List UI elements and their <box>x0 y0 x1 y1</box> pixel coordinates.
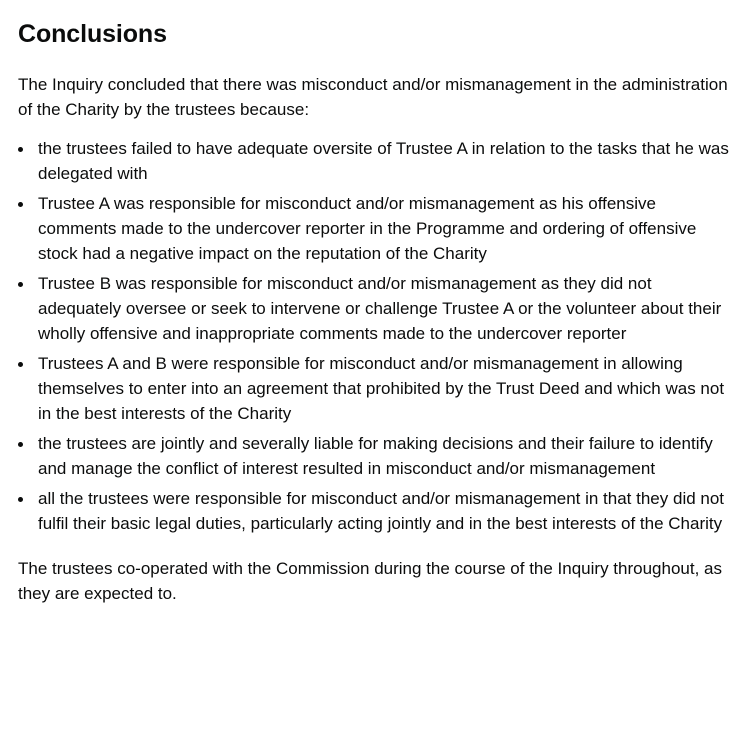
section-heading: Conclusions <box>18 20 167 48</box>
bullet-icon <box>18 282 23 287</box>
findings-list <box>18 136 738 536</box>
bullet-icon <box>18 202 23 207</box>
finding-item <box>18 431 738 481</box>
bullet-icon <box>18 147 23 152</box>
finding-text: the trustees failed to have adequate oversite of Trustee A in relation to the tasks that he was delegated with <box>38 139 729 183</box>
closing-paragraph: The trustees co-operated with the Commission during the course of the Inquiry throughout, as they are expected to. <box>18 559 722 603</box>
finding-text: Trustees A and B were responsible for misconduct and/or mismanagement in allowing themselves to enter into an agreement that prohibited by the Trust Deed and which was not in the best interests of the Charity <box>38 354 725 423</box>
finding-item <box>18 191 738 266</box>
bullet-icon <box>18 497 23 502</box>
finding-text: the trustees are jointly and severally liable for making decisions and their failure to identify and manage the conflict of interest resulted in misconduct and/or mismanagement <box>38 434 713 478</box>
intro-paragraph: The Inquiry concluded that there was misconduct and/or mismanagement in the administration of the Charity by the trustees because: <box>18 75 728 119</box>
bullet-icon <box>18 362 23 367</box>
finding-text: Trustee A was responsible for misconduct and/or mismanagement as his offensive comments made to the undercover reporter in the Programme and ordering of offensive stock had a negative impact on the reputation of the Charity <box>38 194 697 263</box>
finding-item <box>18 351 738 426</box>
finding-item <box>18 271 738 346</box>
finding-item <box>18 486 738 536</box>
finding-item <box>18 136 738 186</box>
finding-text: Trustee B was responsible for misconduct and/or mismanagement as they did not adequately oversee or seek to intervene or challenge Trustee A or the volunteer about their wholly offensive and inappropriate comments made to the undercover reporter <box>38 274 722 343</box>
finding-text: all the trustees were responsible for misconduct and/or mismanagement in that they did not fulfil their basic legal duties, particularly acting jointly and in the best interests of the Charity <box>38 489 725 533</box>
bullet-icon <box>18 442 23 447</box>
